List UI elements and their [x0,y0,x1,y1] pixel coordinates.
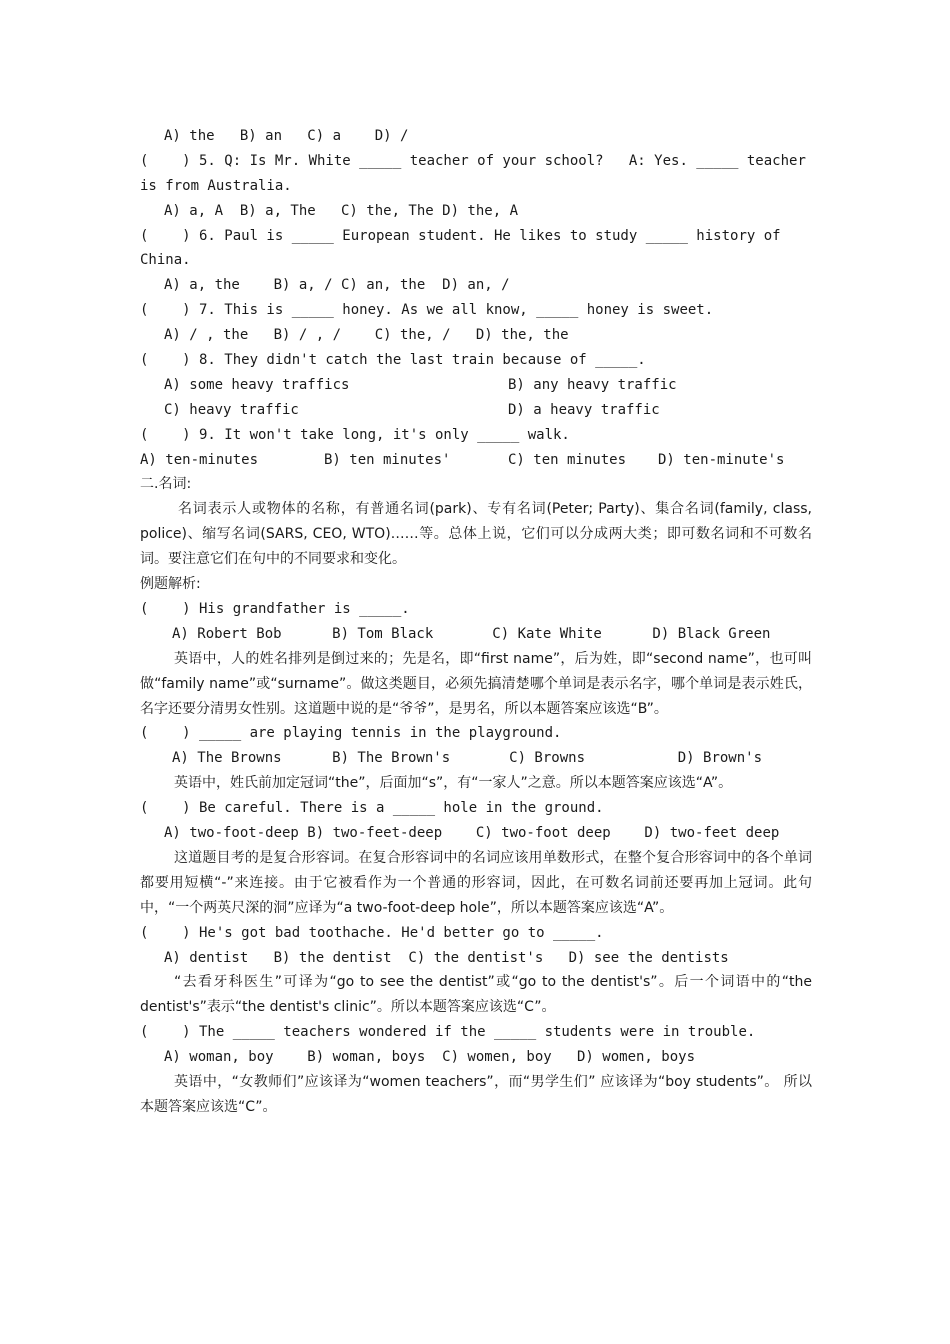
example-5-options: A) woman, boy B) woman, boys C) women, boy D) women, boys [164,1049,696,1066]
example-3-explanation: 这道题目考的是复合形容词。在复合形容词中的名词应该用单数形式，在整个复合形容词中的各个单词都要用短横“-”来连接。由于它被看作为一个普通的形容词，因此，在可数名词前还要再加上冠词。此句中，“一个两英尺深的洞”应译为“a two-foot-deep hole”，所以本题答案应该选“A”。 [140,849,812,916]
example-5-explanation: 英语中，“女教师们”应该译为“women teachers”，而“男学生们” 应该译为“boy students”。 所以本题答案应该选“C”。 [140,1074,812,1115]
option-b: B) any heavy traffic [508,376,677,393]
option-c: C) ten minutes [508,451,627,468]
example-3-stem: ( ) Be careful. There is a _____ hole in the ground. [140,800,604,817]
example-2-options: A) The Browns B) The Brown's C) Browns D) Brown's [172,750,763,767]
document-page [140,124,812,1120]
option-a: A) some heavy traffics [164,376,350,393]
section-heading: 二.名词: [140,476,192,493]
question-5-stem: ( ) 5. Q: Is Mr. White _____ teacher of your school? A: Yes. _____ teacher [140,152,806,169]
question-8-stem: ( ) 8. They didn't catch the last train because of _____. [140,352,646,369]
question-6-continuation: China. [140,252,191,269]
question-9-options [140,448,812,473]
example-4-options: A) dentist B) the dentist C) the dentist's D) see the dentists [164,949,729,966]
section-intro: 名词表示人或物体的名称，有普通名词(park)、专有名词(Peter; Party)、集合名词(family, class, police)、缩写名词(SARS, CEO, WTO)……等。总体上说，它们可以分成两大类；即可数名词和不可数名词。要注意它们在句中的不同要求和变化。 [140,501,812,568]
example-1-explanation: 英语中，人的姓名排列是倒过来的；先是名，即“first name”，后为姓，即“second name”，也可叫做“family name”或“surname”。做这类题目，必须先搞清楚哪个单词是表示名字，哪个单词是表示姓氏，名字还要分清男女性别。这道题中说的是“爷爷”，是男名，所以本题答案应该选“B”。 [140,650,812,717]
example-3-options: A) two-foot-deep B) two-feet-deep C) two-foot deep D) two-feet deep [164,825,780,842]
question-6-stem: ( ) 6. Paul is _____ European student. He likes to study _____ history of [140,227,781,244]
example-2-explanation: 英语中，姓氏前加定冠词“the”，后面加“s”，有“一家人”之意。所以本题答案应该选“A”。 [174,775,733,792]
examples-label: 例题解析: [140,576,201,593]
option-c: C) heavy traffic [164,401,299,418]
question-5-options: A) a, A B) a, The C) the, The D) the, A [164,202,519,219]
option-d: D) a heavy traffic [508,401,660,418]
example-4-stem: ( ) He's got bad toothache. He'd better go to _____. [140,924,604,941]
example-1-options: A) Robert Bob B) Tom Black C) Kate White D) Black Green [172,625,771,642]
question-8-options-row1 [140,373,812,398]
question-9-stem: ( ) 9. It won't take long, it's only _____ walk. [140,426,570,443]
example-4-explanation: “去看牙科医生”可译为“go to see the dentist”或“go to the dentist's”。后一个词语中的“the dentist's”表示“the dentist's clinic”。所以本题答案应该选“C”。 [140,974,812,1016]
option-a: A) ten-minutes [140,451,259,468]
question-6-options: A) a, the B) a, / C) an, the D) an, / [164,277,510,294]
example-2-stem: ( ) _____ are playing tennis in the playground. [140,725,562,742]
question-5-continuation: is from Australia. [140,177,292,194]
q4-options: A) the B) an C) a D) / [164,128,409,144]
question-8-options-row2 [140,398,812,423]
option-b: B) ten minutes' [324,451,451,468]
question-7-options: A) / , the B) / , / C) the, / D) the, the [164,327,569,344]
option-d: D) ten-minute's [658,451,785,468]
example-1-stem: ( ) His grandfather is _____. [140,600,410,617]
example-5-stem: ( ) The _____ teachers wondered if the _____ students were in trouble. [140,1024,756,1041]
question-7-stem: ( ) 7. This is _____ honey. As we all know, _____ honey is sweet. [140,302,714,319]
